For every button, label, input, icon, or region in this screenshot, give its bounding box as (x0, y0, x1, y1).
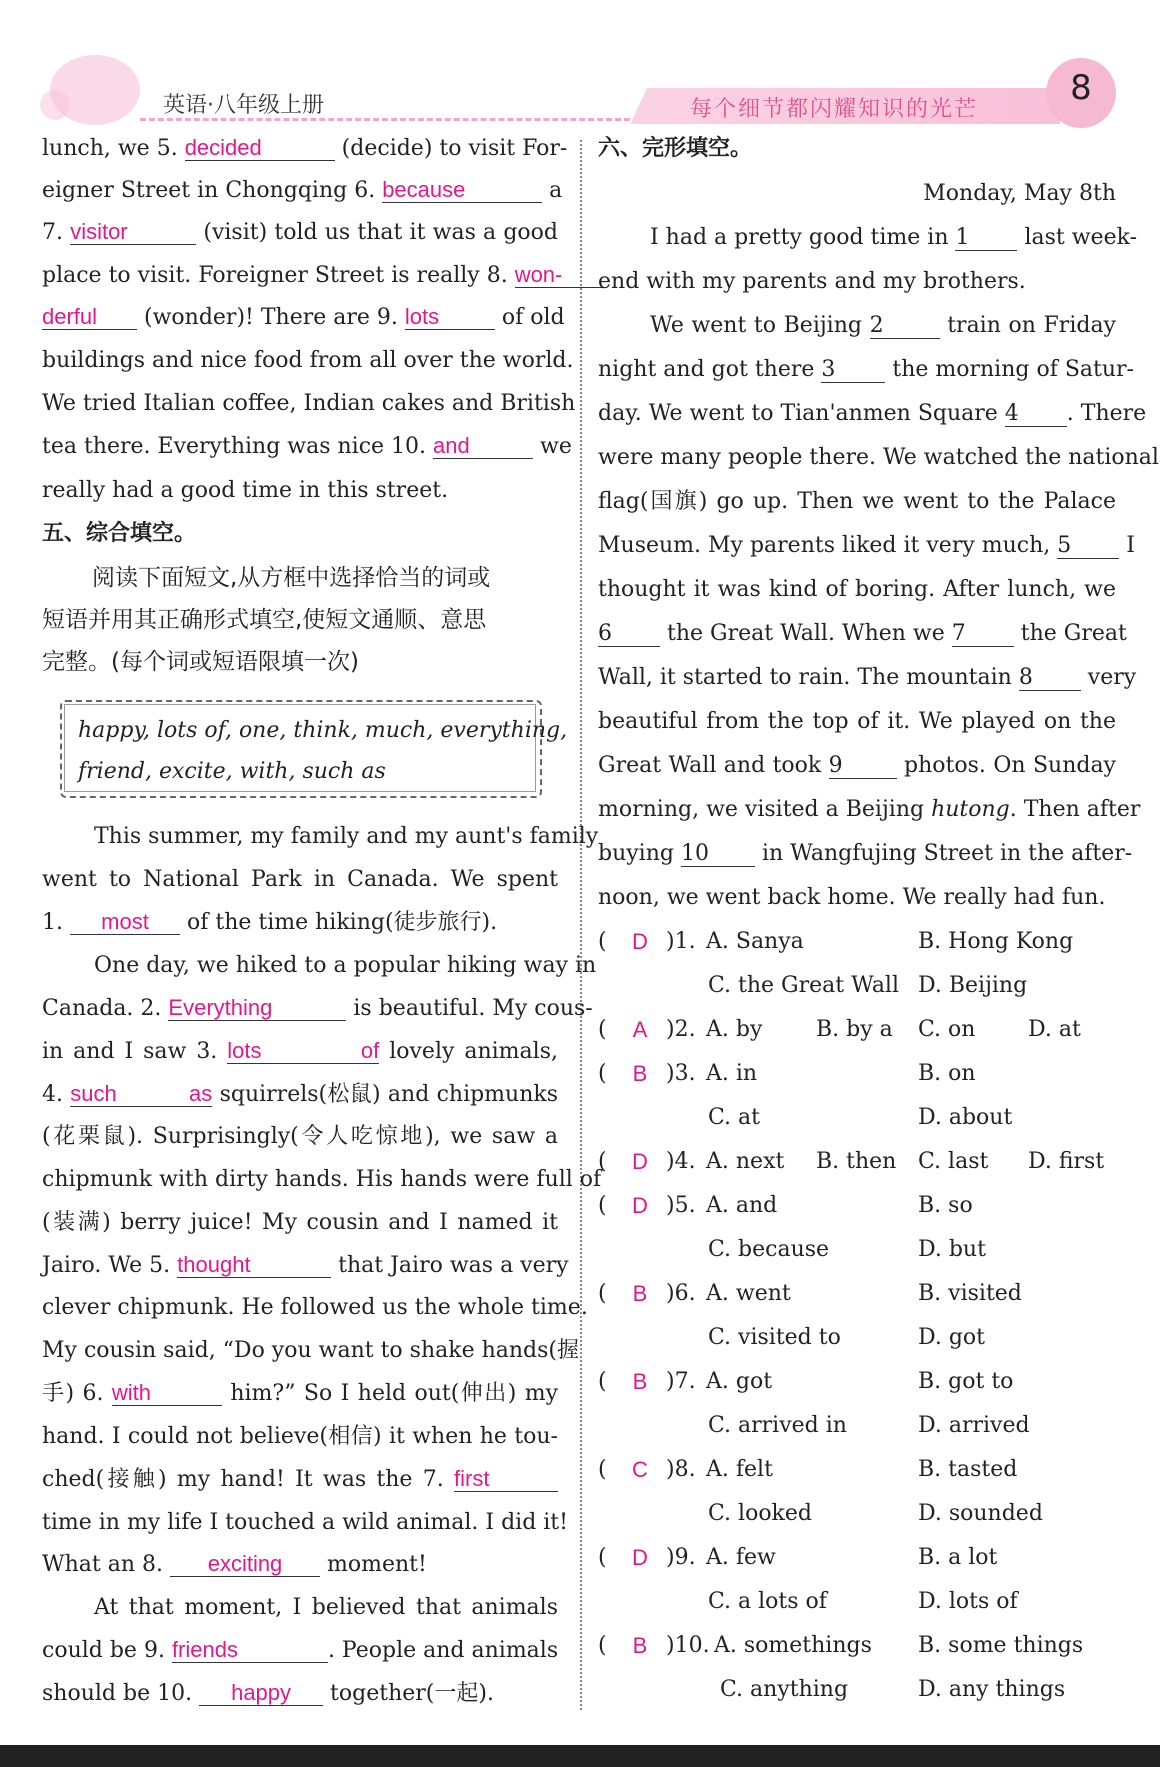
text-line: 6 the Great Wall. When we 7 the Great (598, 621, 1127, 646)
question-answer: B (632, 1061, 648, 1086)
header-dashed-line (140, 118, 630, 121)
question-number: )3. (666, 1061, 696, 1086)
instruction-line: 阅读下面短文,从方框中选择恰当的词或 (92, 565, 491, 591)
cloze-blank: 8 (1019, 666, 1081, 691)
option-b: B. by a (816, 1017, 893, 1042)
word-box-line: friend, excite, with, such as (78, 759, 386, 784)
option-d: D. arrived (918, 1413, 1030, 1438)
text-line: (装满) berry juice! My cousin and I named it (42, 1210, 558, 1235)
header-slogan: 每个细节都闪耀知识的光芒 (690, 97, 979, 122)
question-number: )10. (666, 1633, 710, 1658)
question-number: )9. (666, 1545, 696, 1570)
text-line: time in my life I touched a wild animal. I did it! (42, 1510, 568, 1535)
option-a: A. and (706, 1193, 778, 1218)
option-c: C. anything (720, 1677, 849, 1702)
text-line: tea there. Everything was nice 10. and we (42, 433, 572, 459)
option-d: D. sounded (918, 1501, 1043, 1526)
header-flower-decoration-small (40, 90, 70, 120)
cloze-blank: 4 (1005, 402, 1067, 427)
text-line: lunch, we 5. decided (decide) to visit For- (42, 135, 568, 161)
question-number: )8. (666, 1457, 696, 1482)
text-line: Great Wall and took 9 photos. On Sunday (598, 753, 1116, 778)
option-b: B. got to (918, 1369, 1014, 1394)
option-c: C. looked (708, 1501, 812, 1526)
section-6-title: 六、完形填空。 (598, 136, 753, 161)
text-line: Wall, it started to rain. The mountain 8 very (598, 665, 1137, 690)
text-line: buildings and nice food from all over the world. (42, 348, 574, 373)
text-line: went to National Park in Canada. We spent (42, 867, 558, 892)
text-line: We went to Beijing 2 train on Friday (650, 313, 1116, 338)
text-line: 1. most of the time hiking(徒步旅行). (42, 909, 498, 935)
question-answer: B (632, 1633, 648, 1658)
answer-paren: ( (598, 929, 607, 954)
text-line: really had a good time in this street. (42, 478, 449, 503)
answer-blank: Everything (168, 996, 346, 1021)
answer-blank: thought (177, 1253, 331, 1278)
answer-paren: ( (598, 1193, 607, 1218)
option-a: A. by (706, 1017, 763, 1042)
answer-blank: first (454, 1467, 558, 1492)
option-b: B. Hong Kong (918, 929, 1074, 954)
cloze-blank: 1 (955, 226, 1017, 251)
question-answer: B (632, 1369, 648, 1394)
answer-paren: ( (598, 1633, 607, 1658)
option-d: D. any things (918, 1677, 1066, 1702)
cloze-blank: 3 (821, 358, 885, 383)
text-line: should be 10. happy together(一起). (42, 1680, 494, 1706)
text-line: noon, we went back home. We really had fun. (598, 885, 1106, 910)
option-c: C. at (708, 1105, 760, 1130)
word-box-line: happy, lots of, one, think, much, everything, (78, 718, 568, 743)
answer-blank: friends (172, 1638, 328, 1663)
option-c: C. the Great Wall (708, 973, 900, 998)
page-number: 8 (1070, 68, 1092, 108)
option-a: A. somethings (714, 1633, 872, 1658)
text-line: Canada. 2. Everything is beautiful. My cous- (42, 995, 593, 1021)
header-subject: 英语·八年级上册 (163, 93, 324, 118)
option-a: A. next (706, 1149, 785, 1174)
answer-blank: happy (199, 1681, 323, 1706)
answer-blank: decided (185, 136, 335, 161)
text-line: 4. such as squirrels(松鼠) and chipmunks (42, 1081, 559, 1107)
answer-paren: ( (598, 1017, 607, 1042)
question-answer: D (632, 1545, 648, 1570)
question-number: )4. (666, 1149, 696, 1174)
option-b: B. then (816, 1149, 897, 1174)
answer-blank: with (112, 1381, 222, 1406)
answer-blank: such as (70, 1081, 213, 1106)
option-a: A. felt (706, 1457, 773, 1482)
answer-blank: exciting (170, 1552, 320, 1577)
text-line: At that moment, I believed that animals (94, 1595, 558, 1620)
text-line: I had a pretty good time in 1 last week- (650, 225, 1138, 250)
answer-blank: most (70, 910, 180, 935)
text-line: were many people there. We watched the national (598, 445, 1159, 470)
text-line: This summer, my family and my aunt's family (94, 824, 599, 849)
option-c: C. because (708, 1237, 830, 1262)
cloze-blank: 2 (870, 314, 940, 339)
option-d: D. first (1028, 1149, 1105, 1174)
question-number: )7. (666, 1369, 696, 1394)
text-line: night and got there 3 the morning of Satur- (598, 357, 1134, 382)
text-line: Jairo. We 5. thought that Jairo was a very (42, 1252, 569, 1278)
text-line: 7. visitor (visit) told us that it was a good (42, 219, 559, 245)
option-d: D. got (918, 1325, 986, 1350)
answer-blank: because (382, 178, 542, 203)
answer-blank: won- (515, 263, 603, 288)
option-b: B. visited (918, 1281, 1022, 1306)
question-answer: D (632, 1149, 648, 1174)
answer-paren: ( (598, 1281, 607, 1306)
text-line: My cousin said, “Do you want to shake hands(握 (42, 1338, 580, 1363)
option-c: C. a lots of (708, 1589, 827, 1614)
text-line: What an 8. exciting moment! (42, 1551, 427, 1577)
text-line: eigner Street in Chongqing 6. because a (42, 177, 563, 203)
answer-blank: visitor (70, 220, 196, 245)
answer-blank: and (433, 434, 533, 459)
answer-paren: ( (598, 1545, 607, 1570)
cloze-blank: 5 (1057, 534, 1119, 559)
diary-date: Monday, May 8th (923, 181, 1116, 206)
bottom-bar (0, 1745, 1160, 1767)
text-line: day. We went to Tian'anmen Square 4 . There (598, 401, 1147, 426)
option-c: C. on (918, 1017, 976, 1042)
option-a: A. Sanya (706, 929, 804, 954)
question-number: )6. (666, 1281, 696, 1306)
question-answer: A (632, 1017, 648, 1042)
text-line: place to visit. Foreigner Street is really 8. won- (42, 261, 558, 291)
option-c: C. arrived in (708, 1413, 847, 1438)
option-c: C. last (918, 1149, 989, 1174)
option-b: B. some things (918, 1633, 1084, 1658)
answer-paren: ( (598, 1149, 607, 1174)
question-answer: C (632, 1457, 648, 1482)
option-d: D. about (918, 1105, 1013, 1130)
question-number: )1. (666, 929, 696, 954)
cloze-blank: 7 (952, 622, 1014, 647)
option-b: B. a lot (918, 1545, 998, 1570)
text-line: buying 10 in Wangfujing Street in the after- (598, 841, 1133, 866)
text-line: chipmunk with dirty hands. His hands were full of (42, 1167, 602, 1192)
option-d: D. at (1028, 1017, 1081, 1042)
text-line: derful (wonder)! There are 9. lots of old (42, 304, 565, 330)
question-answer: B (632, 1281, 648, 1306)
cloze-blank: 10 (681, 842, 755, 867)
option-d: D. but (918, 1237, 986, 1262)
text-line: ched(接触) my hand! It was the 7. first (42, 1465, 558, 1495)
option-c: C. visited to (708, 1325, 841, 1350)
answer-paren: ( (598, 1369, 607, 1394)
answer-blank: lots of (227, 1038, 380, 1063)
text-line: end with my parents and my brothers. (598, 269, 1026, 294)
answer-blank: lots (405, 305, 495, 330)
answer-blank: derful (42, 305, 137, 330)
question-answer: D (632, 929, 648, 954)
column-divider (580, 140, 582, 1710)
text-line: Museum. My parents liked it very much, 5 I (598, 533, 1135, 558)
option-a: A. got (706, 1369, 773, 1394)
section-5-title: 五、综合填空。 (42, 521, 197, 546)
instruction-line: 短语并用其正确形式填空,使短文通顺、意思 (42, 607, 487, 633)
instruction-line: 完整。(每个词或短语限填一次) (42, 649, 359, 675)
text-line: in and I saw 3. lots of lovely animals, (42, 1038, 558, 1064)
question-number: )2. (666, 1017, 696, 1042)
option-b: B. so (918, 1193, 973, 1218)
text-line: 手) 6. with him?” So I held out(伸出) my (42, 1380, 559, 1406)
cloze-blank: 9 (829, 754, 897, 779)
question-answer: D (632, 1193, 648, 1218)
text-line: beautiful from the top of it. We played on the (598, 709, 1116, 734)
option-a: A. went (706, 1281, 791, 1306)
option-b: B. on (918, 1061, 976, 1086)
text-line: morning, we visited a Beijing hutong. Then after (598, 797, 1141, 822)
option-d: D. lots of (918, 1589, 1018, 1614)
text-line: clever chipmunk. He followed us the whole time. (42, 1295, 588, 1320)
text-line: We tried Italian coffee, Indian cakes and British (42, 391, 576, 416)
option-b: B. tasted (918, 1457, 1018, 1482)
question-number: )5. (666, 1193, 696, 1218)
option-a: A. in (706, 1061, 758, 1086)
text-line: flag(国旗) go up. Then we went to the Palace (598, 489, 1116, 514)
text-line: could be 9. friends . People and animals (42, 1637, 559, 1663)
answer-paren: ( (598, 1061, 607, 1086)
option-a: A. few (706, 1545, 776, 1570)
cloze-blank: 6 (598, 622, 660, 647)
text-line: thought it was kind of boring. After lunch, we (598, 577, 1116, 602)
text-line: hand. I could not believe(相信) it when he tou- (42, 1424, 558, 1449)
text-line: One day, we hiked to a popular hiking way in (94, 953, 597, 978)
answer-paren: ( (598, 1457, 607, 1482)
text-line: (花栗鼠). Surprisingly(令人吃惊地), we saw a (42, 1124, 558, 1149)
option-d: D. Beijing (918, 973, 1028, 998)
